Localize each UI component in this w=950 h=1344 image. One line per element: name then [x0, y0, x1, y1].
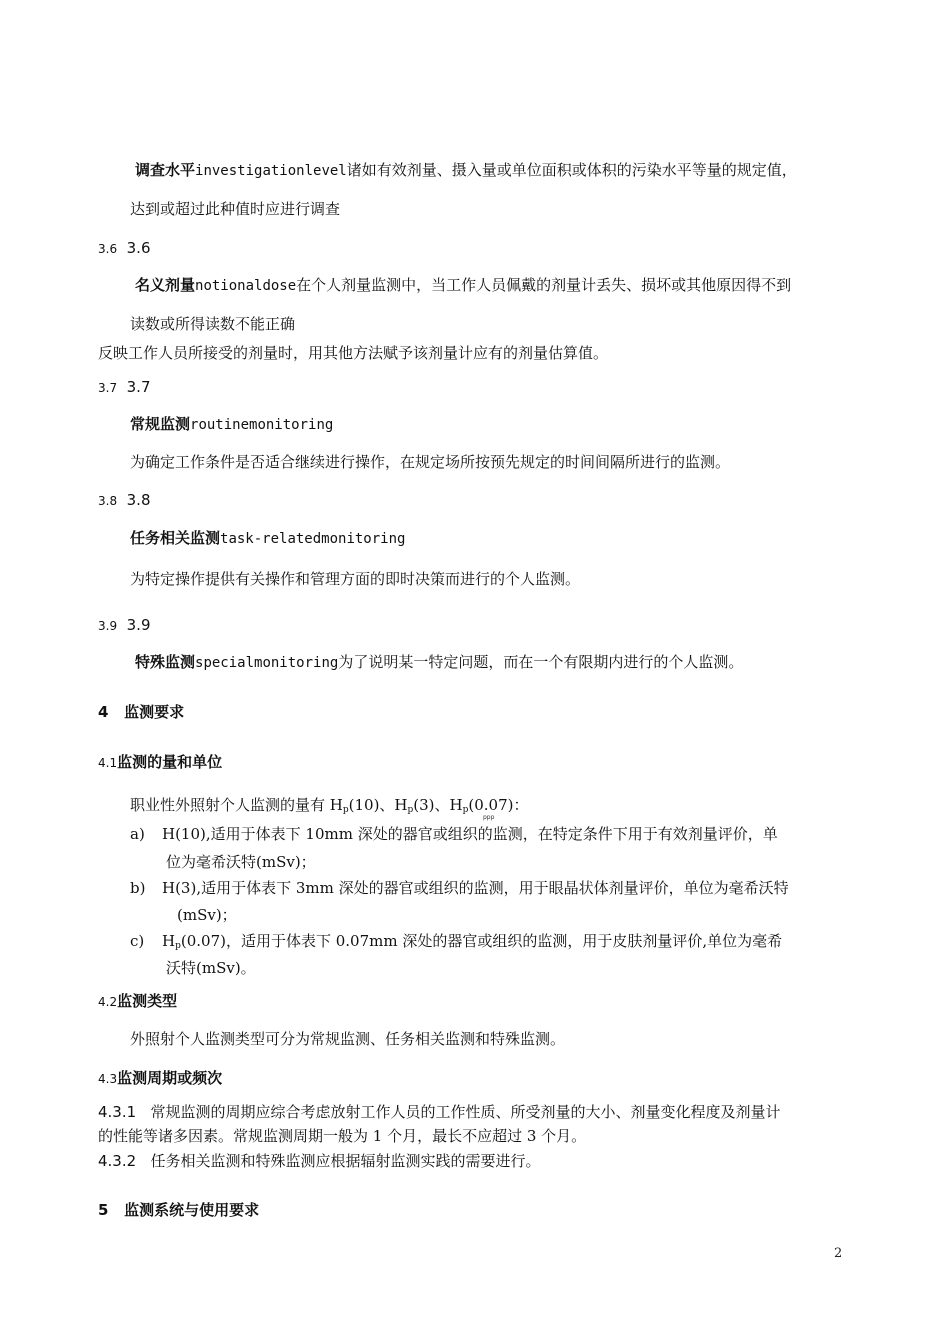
definition-text-continued: 达到或超过此种值时应进行调查: [130, 200, 341, 218]
definition-3-9: 特殊监测specialmonitoring为了说明某一特定问题，而在一个有限期内进行的个人监测。: [135, 653, 744, 671]
section-heading-4-1: 4.1监测的量和单位: [98, 753, 223, 771]
term-task-related-monitoring: 任务相关监测: [130, 529, 221, 547]
definition-text-continued: 反映工作人员所接受的剂量时，用其他方法赋予该剂量计应有的剂量估算值。: [98, 344, 609, 362]
list-item-a-text: H(10),适用于体表下 10mm 深处的器官或组织的监测，在特定条件下用于有效剂量评价，单: [162, 825, 778, 843]
quantities-intro: 职业性外照射个人监测的量有 $H_p(10)$、$H_p(3)$、$H_p(0.07)$：: [130, 796, 529, 815]
page-number: 2: [834, 1246, 843, 1261]
definition-3-5: [135, 160, 797, 181]
list-item-a-text-continued: 位为毫希沃特(mSv)；: [166, 853, 316, 871]
subscript-residue: ppp: [483, 814, 495, 821]
monitoring-types-text: 外照射个人监测类型可分为常规监测、任务相关监测和特殊监测。: [130, 1030, 566, 1048]
section-heading-4-3: 4.3监测周期或频次: [98, 1069, 223, 1087]
clause-number-3-6: 3.6 3.6: [98, 239, 151, 257]
definition-text: 诸如有效剂量、摄入量或单位面积或体积的污染水平等量的规定值，: [346, 161, 797, 179]
list-item-c-label: c): [130, 932, 145, 950]
list-item-b-label: b): [130, 879, 146, 897]
list-item-c-text: $H_p(0.07)$，适用于体表下 0.07mm 深处的器官或组织的监测，用于皮肤剂量评价,单位为毫希: [162, 932, 783, 951]
term-notional-dose: 名义剂量: [135, 276, 196, 294]
definition-3-6: 名义剂量notionaldose在个人剂量监测中，当工作人员佩戴的剂量计丢失、损坏或其他原因得不到: [135, 276, 792, 294]
clause-number-3-8: 3.8 3.8: [98, 491, 151, 509]
clause-4-3-1: 4.3.1 常规监测的周期应综合考虑放射工作人员的工作性质、所受剂量的大小、剂量变化程度及剂量计: [98, 1103, 781, 1121]
clause-number-3-7: 3.7 3.7: [98, 378, 151, 396]
term-investigation-level: 调查水平: [135, 161, 196, 179]
list-item-a-label: a): [130, 825, 145, 843]
section-heading-4: 4 监测要求: [98, 703, 185, 721]
term-en: investigationlevel: [195, 163, 347, 179]
section-heading-4-2: 4.2监测类型: [98, 992, 178, 1010]
section-heading-5: 5 监测系统与使用要求: [98, 1201, 260, 1219]
clause-4-3-1-continued: 的性能等诸多因素。常规监测周期一般为 1 个月，最长不应超过 3 个月。: [98, 1127, 587, 1145]
definition-3-7: 常规监测routinemonitoring: [130, 415, 334, 433]
clause-number-3-9: 3.9 3.9: [98, 616, 151, 634]
list-item-c-text-continued: 沃特(mSv)。: [166, 959, 256, 977]
definition-text-continued: 读数或所得读数不能正确: [130, 315, 296, 333]
clause-4-3-2: 4.3.2 任务相关监测和特殊监测应根据辐射监测实践的需要进行。: [98, 1152, 541, 1170]
list-item-b-text-continued: (mSv)；: [177, 906, 237, 924]
definition-text: 为确定工作条件是否适合继续进行操作，在规定场所按预先规定的时间间隔所进行的监测。: [130, 453, 731, 471]
definition-text: 为特定操作提供有关操作和管理方面的即时决策而进行的个人监测。: [130, 570, 581, 588]
term-routine-monitoring: 常规监测: [130, 415, 191, 433]
term-special-monitoring: 特殊监测: [135, 653, 196, 671]
definition-3-8: 任务相关监测task-relatedmonitoring: [130, 529, 406, 547]
list-item-b-text: H(3),适用于体表下 3mm 深处的器官或组织的监测，用于眼晶状体剂量评价，单位为毫希沃特: [162, 879, 789, 897]
